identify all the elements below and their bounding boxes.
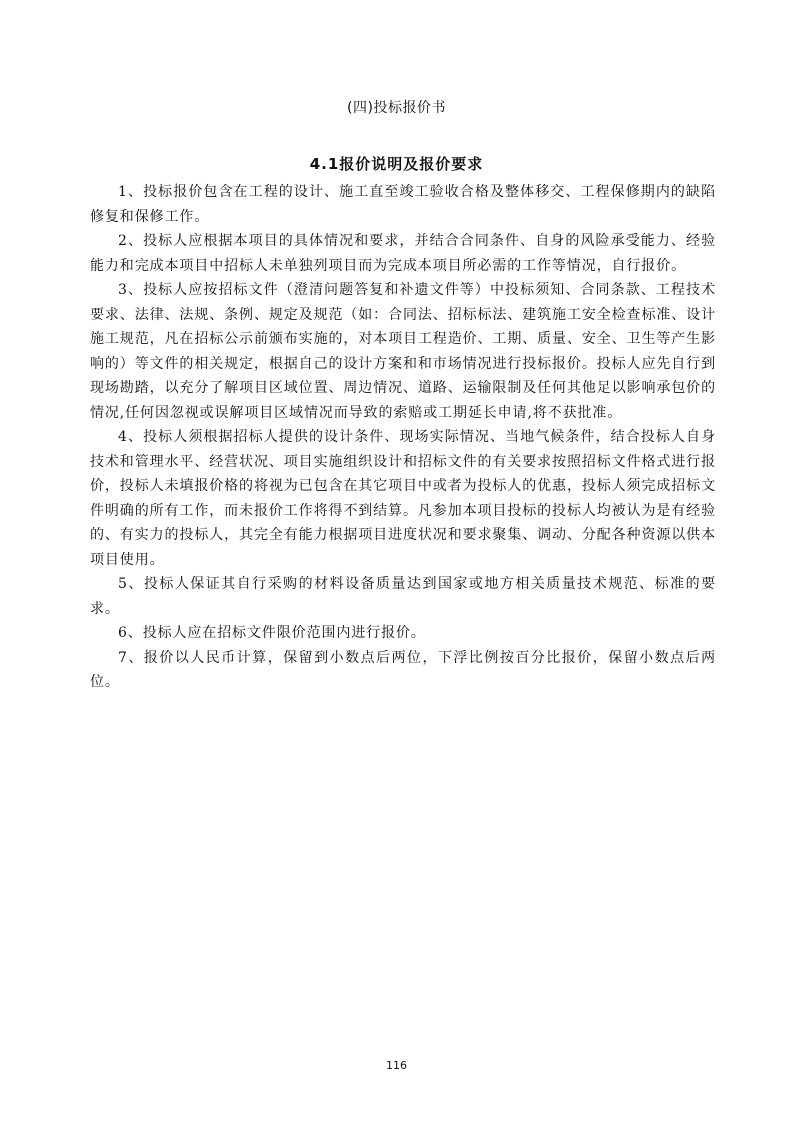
section-heading: 4.1报价说明及报价要求 [309, 155, 484, 173]
page-number: 116 [386, 1059, 407, 1072]
body-text [90, 180, 716, 695]
paragraph-1: 1、投标报价包含在工程的设计、施工直至竣工验收合格及整体移交、工程保修期内的缺陷修复和保修工作。 [90, 184, 716, 225]
paragraph-5: 5、投标人保证其自行采购的材料设备质量达到国家或地方相关质量技术规范、标准的要求。 [90, 576, 716, 617]
paragraph-6: 6、投标人应在招标文件限价范围内进行报价。 [118, 625, 426, 641]
paragraph-3: 3、投标人应按招标文件（澄清问题答复和补遗文件等）中投标须知、合同条款、工程技术要求、法律、法规、条例、规定及规范（如：合同法、招标标法、建筑施工安全检查标准、设计施工规范，凡在招标公示前颁布实施的，对本项目工程造价、工期、质量、安全、卫生等产生影响的）等文件的相关规定，根据自己的设计方案和和市场情况进行投标报价。投标人应先自行到现场勘踏，以充分了解项目区域位置、周边情况、道路、运输限制及任何其他足以影响承包价的情况,任何因忽视或误解项目区域情况而导致的索赔或工期延长申请,将不获批准。 [90, 282, 716, 421]
paragraph-4: 4、投标人须根据招标人提供的设计条件、现场实际情况、当地气候条件，结合投标人自身技术和管理水平、经营状况、项目实施组织设计和招标文件的有关要求按照招标文件格式进行报价，投标人未填报价格的将视为已包含在其它项目中或者为投标人的优惠，投标人须完成招标文件明确的所有工作，而未报价工作将得不到结算。凡参加本项目投标的投标人均被认为是有经验的、有实力的投标人，其完全有能力根据项目进度状况和要求聚集、调动、分配各种资源以供本项目使用。 [90, 429, 716, 568]
paragraph-7: 7、报价以人民币计算，保留到小数点后两位，下浮比例按百分比报价，保留小数点后两位。 [90, 649, 716, 690]
document-title: (四)投标报价书 [347, 100, 446, 116]
paragraph-2: 2、投标人应根据本项目的具体情况和要求，并结合合同条件、自身的风险承受能力、经验能力和完成本项目中招标人未单独列项目而为完成本项目所必需的工作等情况，自行报价。 [90, 233, 716, 274]
